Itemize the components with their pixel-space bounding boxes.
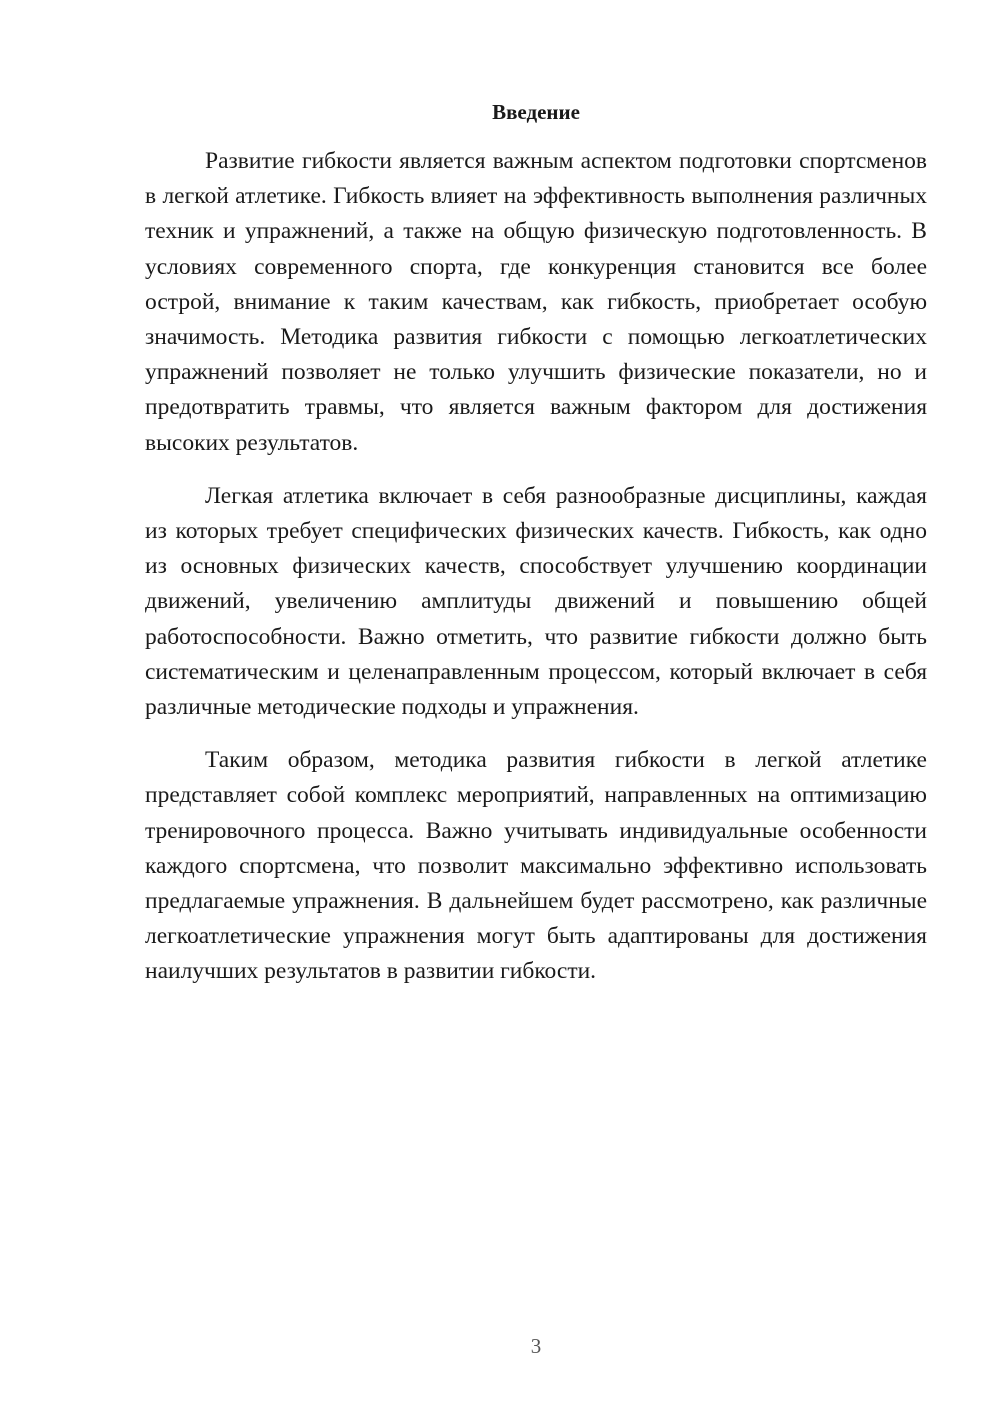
body-text — [145, 144, 927, 990]
paragraph-1: Развитие гибкости является важным аспектом подготовки спортсменов в легкой атлетике. Гибкость влияет на эффективность выполнения различных техник и упражнений, а также на общую физическую подготовленность. В условиях современного спорта, где конкуренция становится все более острой, внимание к таким качествам, как гибкость, приобретает особую значимость. Методика развития гибкости с помощью легкоатлетических упражнений позволяет не только улучшить физические показатели, но и предотвратить травмы, что является важным фактором для достижения высоких результатов. — [145, 148, 927, 456]
paragraph-3: Таким образом, методика развития гибкости в легкой атлетике представляет собой комплекс мероприятий, направленных на оптимизацию тренировочного процесса. Важно учитывать индивидуальные особенности каждого спортсмена, что позволит максимально эффективно использовать предлагаемые упражнения. В дальнейшем будет рассмотрено, как различные легкоатлетические упражнения могут быть адаптированы для достижения наилучших результатов в развитии гибкости. — [145, 747, 927, 985]
paragraph-2: Легкая атлетика включает в себя разнообразные дисциплины, каждая из которых требует специфических физических качеств. Гибкость, как одно из основных физических качеств, способствует улучшению координации движений, увеличению амплитуды движений и повышению общей работоспособности. Важно отметить, что развитие гибкости должно быть систематическим и целенаправленным процессом, который включает в себя различные методические подходы и упражнения. — [145, 482, 927, 721]
page-number: 3 — [530, 1334, 542, 1358]
section-heading: Введение — [492, 100, 580, 124]
